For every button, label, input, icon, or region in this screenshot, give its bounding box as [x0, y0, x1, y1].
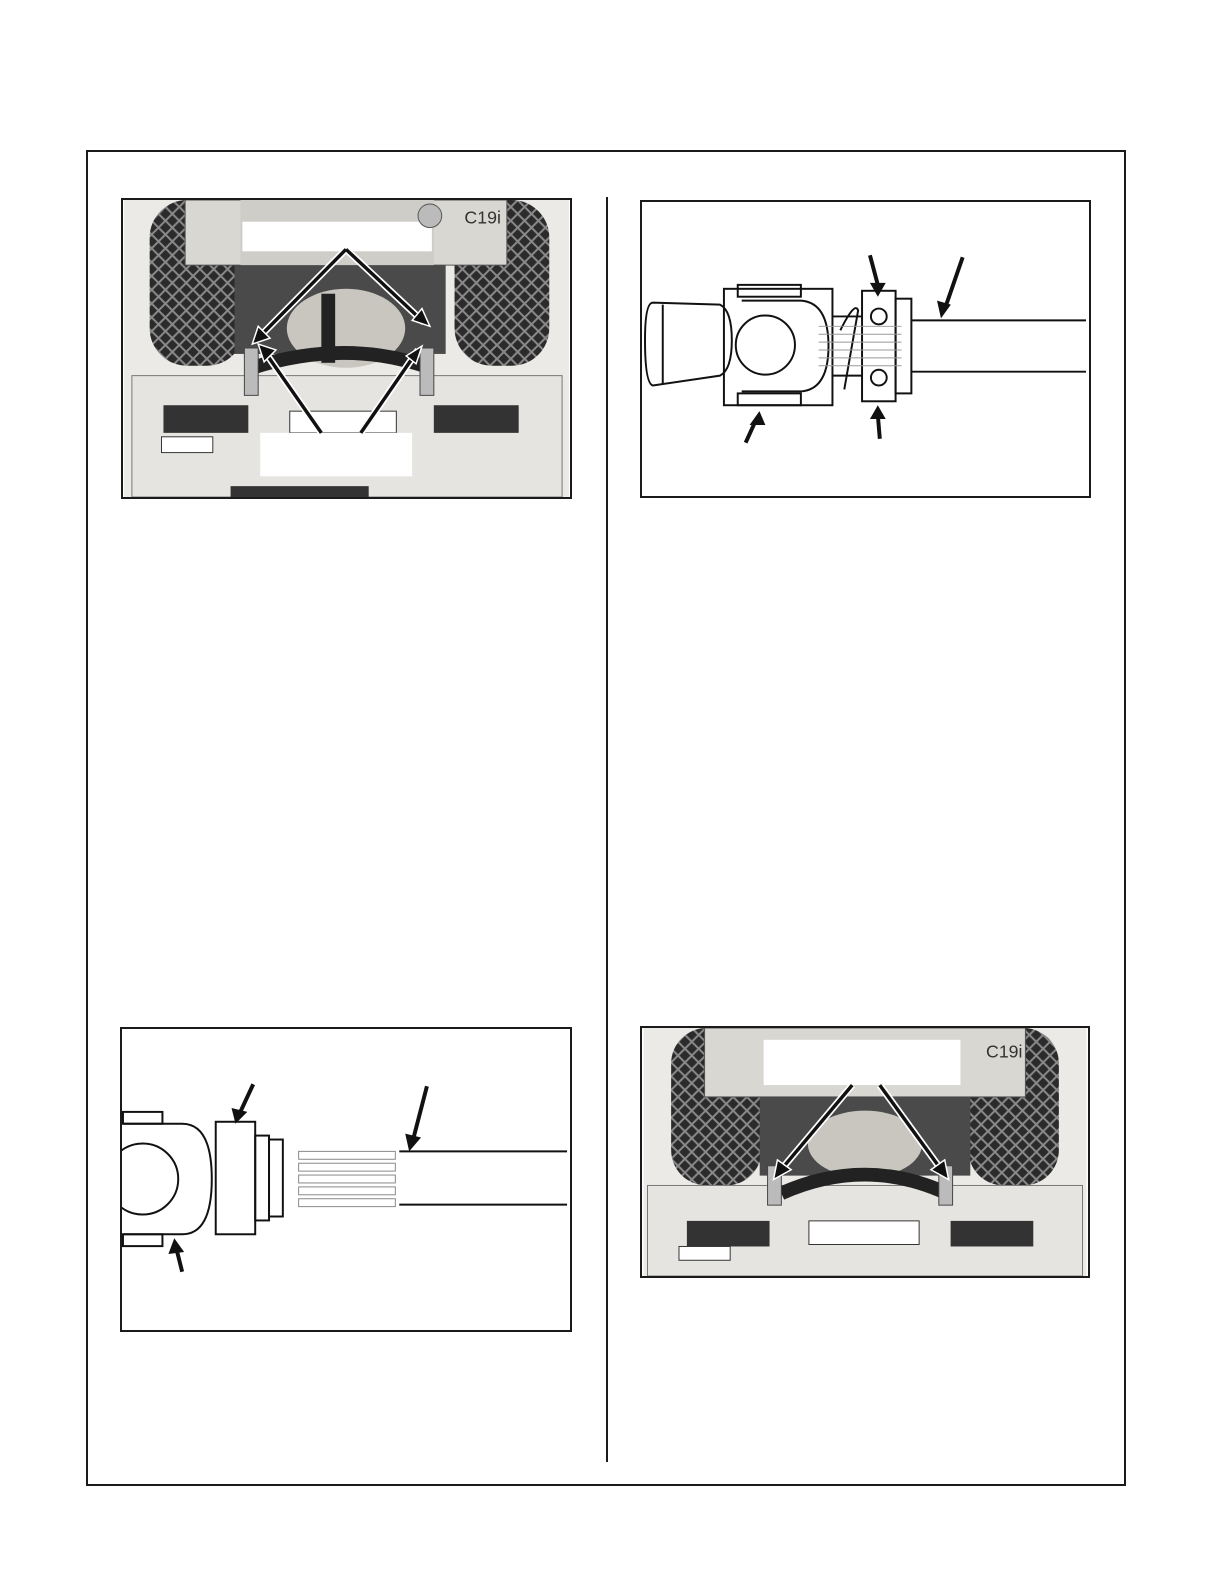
tractor-hitch-illustration-2: [642, 1028, 1088, 1276]
label-blank: [764, 1040, 961, 1085]
tractor-hitch-illustration: [123, 200, 570, 497]
figure-driveline-shield: [640, 200, 1091, 498]
label-blank-top: [242, 222, 431, 252]
model-badge: C19i: [464, 207, 501, 228]
model-badge: C19i: [986, 1041, 1023, 1062]
driveline-splines-drawing: [122, 1029, 570, 1330]
driveline-shield-drawing: [642, 202, 1089, 496]
figure-tractor-hitch-bottom: [640, 1026, 1090, 1278]
figure-driveline-splines: [120, 1027, 572, 1332]
figure-tractor-hitch-top: [121, 198, 572, 499]
column-divider: [606, 197, 608, 1462]
label-blank-bottom: [260, 433, 412, 476]
